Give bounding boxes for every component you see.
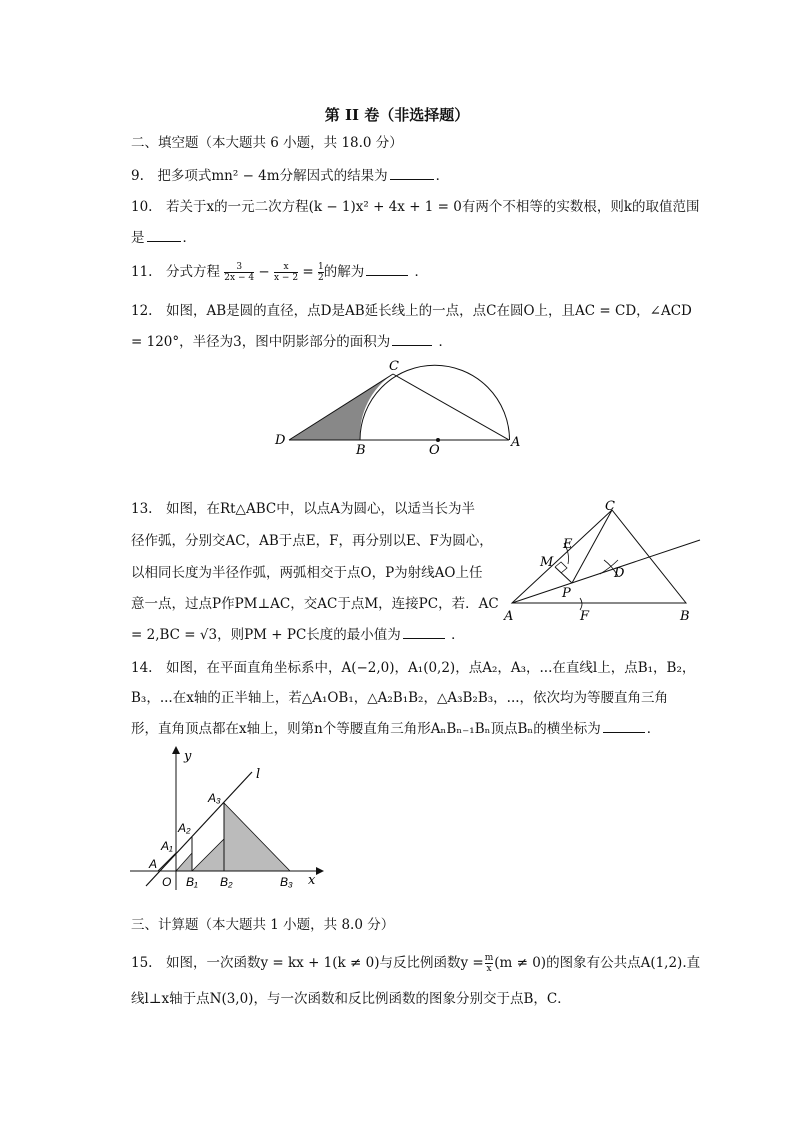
question-14-line3: 形，直角顶点都在x轴上，则第n个等腰直角三角形AₙBₙ₋₁Bₙ顶点Bₙ的横坐标为 ． [131,721,661,737]
label-b: B [680,609,690,624]
section-fill-blank: 二、填空题（本大题共 6 小题，共 18.0 分） [131,135,403,151]
question-12-line2: = 120°，半径为3，图中阴影部分的面积为 ． [131,334,453,350]
fraction: $\frac{3}{2x - 4}$ [224,262,255,283]
label-x: x [308,873,316,888]
label-b2: B₂ [220,875,233,889]
center-point [436,438,440,442]
question-15-line2: 线l⊥x轴于点N(3,0)，与一次函数和反比例函数的图象分别交于点B，C． [131,991,571,1007]
triangle-1 [176,853,192,871]
section-calc: 三、计算题（本大题共 1 小题，共 8.0 分） [131,917,395,933]
label-c: C [389,360,399,374]
answer-blank[interactable] [392,333,432,346]
label-a2: A₂ [178,821,191,835]
page-title: 第 II 卷（非选择题） [324,106,470,124]
line-ca [393,374,509,440]
question-12-line1: 12. 如图，AB是圆的直径，点D是AB延长线上的一点，点C在圆O上，且AC = CD，∠ACD [131,303,692,319]
question-10-line2: 是 ． [131,230,196,246]
label-m: M [540,555,554,570]
triangle-abc [512,510,686,603]
segment-aa1 [158,853,176,871]
question-13-line2: 径作弧，分别交AC，AB于点E，F，再分别以E、F为圆心， [131,533,493,549]
fraction: $\frac{1}{2}$ [317,262,324,283]
question-13-line4: 意一点，过点P作PM⊥AC，交AC于点M，连接PC，若．AC [131,596,499,612]
label-o: O [162,875,172,889]
label-e: E [563,537,573,552]
label-b: B [356,443,366,458]
label-f: F [580,609,590,624]
label-d: D [614,566,625,581]
triangle-2 [192,839,224,871]
semicircle-arc [360,365,510,440]
label-a3: A₃ [208,791,221,805]
label-y: y [184,749,192,764]
line-pm [555,567,572,583]
figure-12-semicircle [270,360,530,460]
question-14-line2: B₃，...在x轴的正半轴上，若△A₁OB₁，△A₂B₁B₂，△A₃B₂B₃，...，依次均为等腰直角三角 [131,690,669,706]
triangle-3 [224,803,290,871]
answer-blank[interactable] [366,263,408,276]
label-b1: B₁ [186,875,198,889]
label-o: O [429,443,440,458]
label-a: A [511,435,521,450]
answer-blank[interactable] [403,626,445,639]
label-a: A [149,857,158,871]
question-15-line1: 15. 如图，一次函数y = kx + 1(k ≠ 0)与反比例函数y = $\frac{m}{x}$ (m ≠ 0)的图象有公共点A(1,2).直 [131,953,701,974]
label-l: l [256,767,261,782]
question-10-line1: 10. 若关于x的一元二次方程(k − 1)x² + 4x + 1 = 0有两个不相等的实数根，则k的取值范围 [131,199,700,215]
figure-14-coordinate-plane [128,744,328,894]
label-b3: B₃ [280,875,293,889]
question-9: 9. 把多项式mn² − 4m分解因式的结果为 ． [131,168,450,184]
question-13-line3: 以相同长度为半径作弧，两弧相交于点O，P为射线AO上任 [131,565,483,581]
right-angle-mark [555,562,567,573]
ray-ao [512,540,700,603]
question-11: 11. 分式方程 $\frac{3}{2x - 4}$ − $\frac{x}{x - 2}$ = $\frac{1}{2}$ 的解为 ． [131,262,428,283]
label-c: C [605,499,615,514]
answer-blank[interactable] [147,229,181,242]
line-pc [572,510,612,583]
question-13-line1: 13. 如图，在Rt△ABC中，以点A为圆心，以适当长为半 [131,501,475,517]
label-d: D [275,433,286,448]
figure-13-triangle [500,498,710,628]
label-a1: A₁ [161,839,173,853]
answer-blank[interactable] [603,720,645,733]
fraction: $\frac{x}{x - 2}$ [273,262,299,283]
label-a: A [504,609,514,624]
question-13-line5: = 2,BC = √3，则PM + PC长度的最小值为 ． [131,627,465,643]
label-p: P [562,586,571,601]
fraction: $\frac{m}{x}$ [484,953,494,974]
question-14-line1: 14. 如图，在平面直角坐标系中，A(−2,0)，A₁(0,2)，点A₂，A₃，...在直线l上，点B₁，B₂， [131,660,696,676]
answer-blank[interactable] [390,167,434,180]
